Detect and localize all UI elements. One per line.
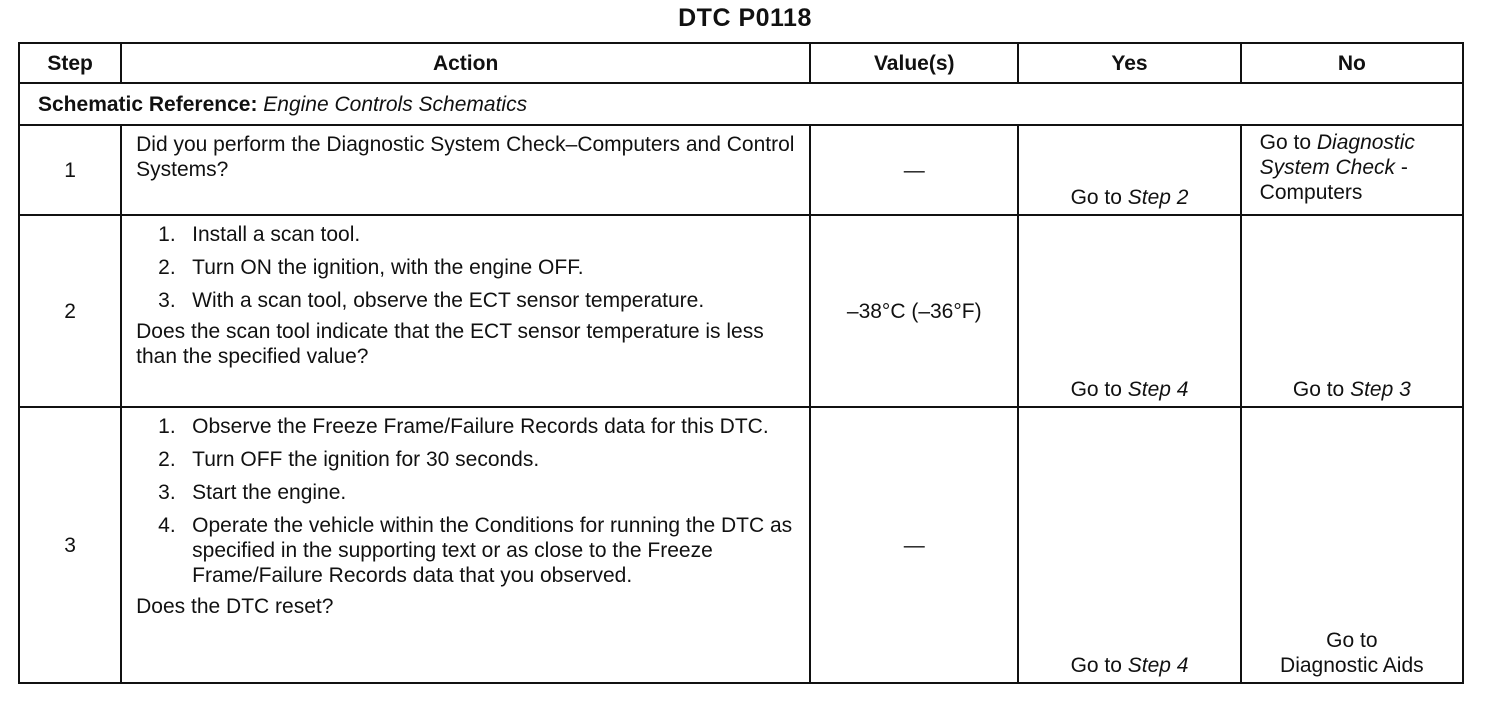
action-cell [121, 407, 810, 683]
step-text: Turn OFF the ignition for 30 seconds. [192, 448, 540, 471]
schematic-reference [19, 83, 1463, 125]
header-values: Value(s) [810, 43, 1018, 83]
yes-goto [1071, 186, 1189, 209]
action-steps [136, 414, 799, 588]
no-goto [1260, 131, 1415, 204]
step-number: 2 [19, 215, 121, 407]
no-cell [1241, 215, 1463, 407]
list-item: 3. Start the engine. [158, 481, 347, 504]
yes-target: Step 4 [1127, 654, 1189, 677]
no-cell [1241, 407, 1463, 683]
action-cell [121, 125, 810, 215]
no-target: Step 3 [1350, 378, 1411, 401]
no-cell [1241, 125, 1463, 215]
action-steps [136, 222, 799, 313]
list-item: 2. Turn OFF the ignition for 30 seconds. [158, 448, 540, 471]
header-yes: Yes [1018, 43, 1240, 83]
schematic-reference-row [19, 83, 1463, 125]
action-question: Did you perform the Diagnostic System Check–Computers and Control Systems? [136, 133, 795, 181]
table-row [19, 407, 1463, 683]
value-cell: — [810, 407, 1018, 683]
page-title: DTC P0118 [678, 4, 812, 32]
step-text: Start the engine. [192, 481, 347, 504]
list-item: 2. Turn ON the ignition, with the engine OFF. [158, 256, 584, 279]
header-no: No [1241, 43, 1463, 83]
step-text: Turn ON the ignition, with the engine OFF. [192, 256, 584, 279]
list-item: 3. With a scan tool, observe the ECT sensor temperature. [158, 289, 705, 312]
yes-cell [1018, 215, 1240, 407]
yes-cell [1018, 407, 1240, 683]
yes-goto [1071, 378, 1189, 401]
header-action: Action [121, 43, 810, 83]
value-cell: –38°C (–36°F) [810, 215, 1018, 407]
step-number: 3 [19, 407, 121, 683]
yes-target: Step 4 [1127, 378, 1189, 401]
step-text: Install a scan tool. [192, 223, 361, 246]
yes-cell [1018, 125, 1240, 215]
diagnostic-table [18, 42, 1464, 684]
action-cell [121, 215, 810, 407]
yes-prefix: Go to [1070, 186, 1128, 209]
header-step: Step [19, 43, 121, 83]
no-suffix: - Computers [1259, 156, 1408, 204]
no-goto [1293, 378, 1411, 401]
action-question: Does the DTC reset? [136, 595, 334, 618]
header-row [19, 43, 1463, 83]
step-text: With a scan tool, observe the ECT sensor temperature. [192, 289, 705, 312]
list-item: 4. Operate the vehicle within the Conditions for running the DTC as specified in the supporting text or as close to the Freeze Frame/Failure Records data that you observed. [158, 514, 793, 587]
step-number: 1 [19, 125, 121, 215]
yes-target: Step 2 [1127, 186, 1189, 209]
no-prefix: Go to [1259, 131, 1317, 154]
no-target: Diagnostic System Check [1259, 131, 1415, 179]
table-row [19, 215, 1463, 407]
step-text: Operate the vehicle within the Conditions for running the DTC as specified in the supporting text or as close to the Freeze Frame/Failure Records data that you observed. [192, 514, 793, 587]
list-item: 1. Install a scan tool. [158, 223, 361, 246]
yes-prefix: Go to [1070, 378, 1128, 401]
action-question: Does the scan tool indicate that the ECT sensor temperature is less than the specified value? [136, 320, 764, 368]
schematic-reference-value: Engine Controls Schematics [263, 92, 528, 116]
no-prefix: Go to [1292, 378, 1351, 401]
yes-goto [1071, 654, 1189, 677]
step-text: Observe the Freeze Frame/Failure Records data for this DTC. [192, 415, 769, 438]
yes-prefix: Go to [1070, 654, 1128, 677]
no-line-1: Go to [1326, 629, 1378, 652]
no-line-2: Diagnostic Aids [1280, 654, 1424, 677]
value-cell: — [810, 125, 1018, 215]
list-item: 1. Observe the Freeze Frame/Failure Records data for this DTC. [158, 415, 769, 438]
schematic-reference-label: Schematic Reference: [38, 92, 258, 116]
table-row [19, 125, 1463, 215]
